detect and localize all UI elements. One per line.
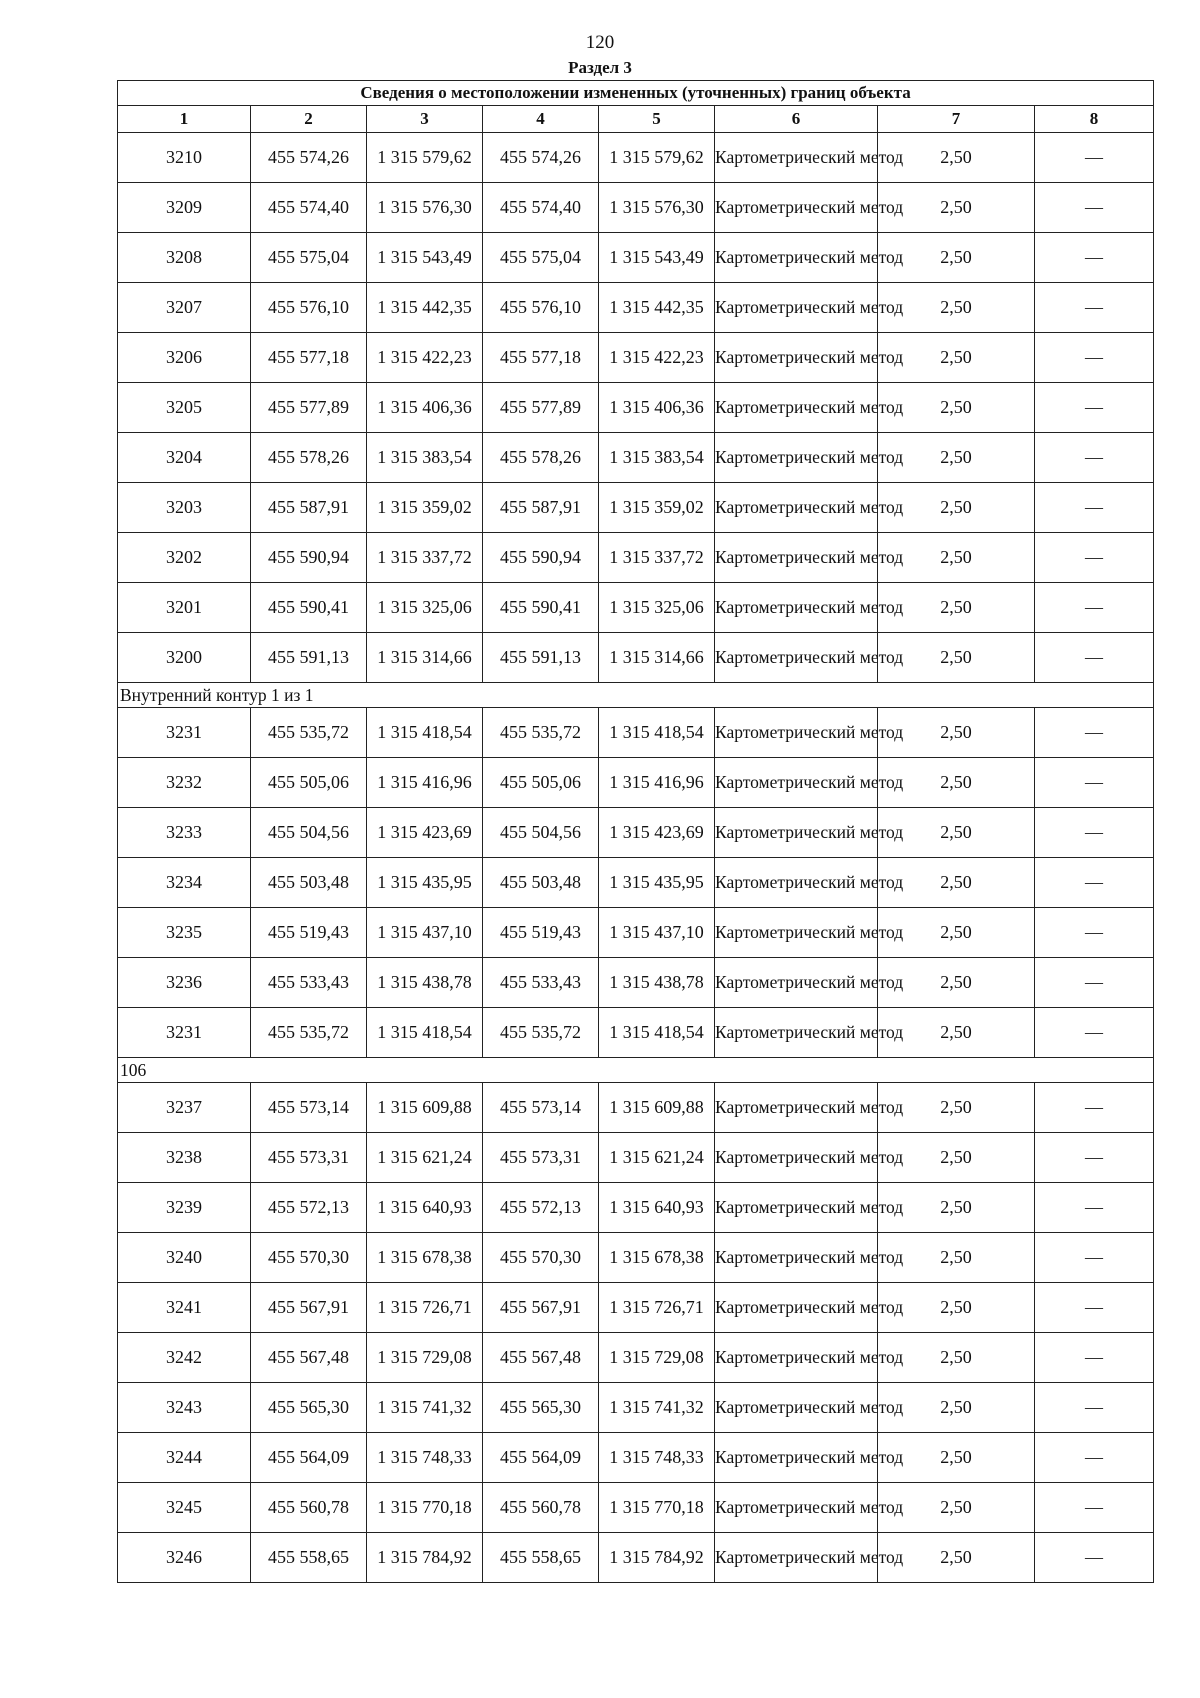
accuracy-cell: 2,50 (878, 383, 1035, 433)
method-cell: Картометрический метод (715, 1533, 878, 1583)
point-number: 3244 (118, 1433, 251, 1483)
method-cell: Картометрический метод (715, 533, 878, 583)
x-existing: 455 535,72 (251, 708, 367, 758)
point-number: 3204 (118, 433, 251, 483)
accuracy-cell: 2,50 (878, 1533, 1035, 1583)
table-row (118, 183, 1154, 233)
description-cell: — (1035, 1283, 1154, 1333)
point-number: 3238 (118, 1133, 251, 1183)
method-cell: Картометрический метод (715, 1483, 878, 1533)
x-existing: 455 591,13 (251, 633, 367, 683)
method-cell: Картометрический метод (715, 383, 878, 433)
method-cell: Картометрический метод (715, 958, 878, 1008)
y-existing: 1 315 729,08 (367, 1333, 483, 1383)
y-refined: 1 315 741,32 (599, 1383, 715, 1433)
method-cell: Картометрический метод (715, 858, 878, 908)
x-existing: 455 590,41 (251, 583, 367, 633)
y-existing: 1 315 418,54 (367, 708, 483, 758)
method-cell: Картометрический метод (715, 1133, 878, 1183)
point-number: 3208 (118, 233, 251, 283)
x-existing: 455 574,40 (251, 183, 367, 233)
x-existing: 455 535,72 (251, 1008, 367, 1058)
y-existing: 1 315 314,66 (367, 633, 483, 683)
y-existing: 1 315 543,49 (367, 233, 483, 283)
x-refined: 455 519,43 (483, 908, 599, 958)
x-refined: 455 564,09 (483, 1433, 599, 1483)
group-label: 106 (118, 1058, 1154, 1083)
y-existing: 1 315 383,54 (367, 433, 483, 483)
y-refined: 1 315 383,54 (599, 433, 715, 483)
table-row (118, 1133, 1154, 1183)
x-existing: 455 570,30 (251, 1233, 367, 1283)
x-refined: 455 575,04 (483, 233, 599, 283)
column-number: 1 (118, 106, 251, 133)
x-refined: 455 533,43 (483, 958, 599, 1008)
accuracy-cell: 2,50 (878, 1183, 1035, 1233)
x-refined: 455 535,72 (483, 708, 599, 758)
group-header-row (118, 1058, 1154, 1083)
x-existing: 455 574,26 (251, 133, 367, 183)
point-number: 3200 (118, 633, 251, 683)
y-existing: 1 315 579,62 (367, 133, 483, 183)
x-refined: 455 590,41 (483, 583, 599, 633)
y-refined: 1 315 678,38 (599, 1233, 715, 1283)
point-number: 3240 (118, 1233, 251, 1283)
y-refined: 1 315 748,33 (599, 1433, 715, 1483)
method-cell: Картометрический метод (715, 633, 878, 683)
point-number: 3232 (118, 758, 251, 808)
method-cell: Картометрический метод (715, 1433, 878, 1483)
method-cell: Картометрический метод (715, 1383, 878, 1433)
y-refined: 1 315 325,06 (599, 583, 715, 633)
point-number: 3231 (118, 708, 251, 758)
group-header-row (118, 683, 1154, 708)
point-number: 3235 (118, 908, 251, 958)
x-refined: 455 577,89 (483, 383, 599, 433)
accuracy-cell: 2,50 (878, 758, 1035, 808)
description-cell: — (1035, 1483, 1154, 1533)
y-refined: 1 315 437,10 (599, 908, 715, 958)
accuracy-cell: 2,50 (878, 908, 1035, 958)
table-row (118, 533, 1154, 583)
description-cell: — (1035, 858, 1154, 908)
accuracy-cell: 2,50 (878, 1133, 1035, 1183)
y-existing: 1 315 406,36 (367, 383, 483, 433)
table-row (118, 1183, 1154, 1233)
accuracy-cell: 2,50 (878, 1483, 1035, 1533)
point-number: 3246 (118, 1533, 251, 1583)
group-label: Внутренний контур 1 из 1 (118, 683, 1154, 708)
accuracy-cell: 2,50 (878, 183, 1035, 233)
x-refined: 455 572,13 (483, 1183, 599, 1233)
y-existing: 1 315 748,33 (367, 1433, 483, 1483)
table-row (118, 808, 1154, 858)
accuracy-cell: 2,50 (878, 1383, 1035, 1433)
table-row (118, 908, 1154, 958)
y-existing: 1 315 325,06 (367, 583, 483, 633)
table-row (118, 1083, 1154, 1133)
y-refined: 1 315 337,72 (599, 533, 715, 583)
table-row (118, 433, 1154, 483)
x-refined: 455 567,48 (483, 1333, 599, 1383)
description-cell: — (1035, 1183, 1154, 1233)
point-number: 3245 (118, 1483, 251, 1533)
column-number: 5 (599, 106, 715, 133)
description-cell: — (1035, 1083, 1154, 1133)
table-row (118, 1333, 1154, 1383)
page-number: 120 (585, 32, 615, 53)
y-refined: 1 315 422,23 (599, 333, 715, 383)
description-cell: — (1035, 1383, 1154, 1433)
table-row (118, 233, 1154, 283)
accuracy-cell: 2,50 (878, 1083, 1035, 1133)
y-existing: 1 315 576,30 (367, 183, 483, 233)
description-cell: — (1035, 1533, 1154, 1583)
method-cell: Картометрический метод (715, 1233, 878, 1283)
description-cell: — (1035, 958, 1154, 1008)
table-row (118, 1433, 1154, 1483)
table-row (118, 1233, 1154, 1283)
table-row (118, 283, 1154, 333)
point-number: 3201 (118, 583, 251, 633)
y-existing: 1 315 726,71 (367, 1283, 483, 1333)
table-row (118, 383, 1154, 433)
point-number: 3233 (118, 808, 251, 858)
accuracy-cell: 2,50 (878, 958, 1035, 1008)
description-cell: — (1035, 1433, 1154, 1483)
accuracy-cell: 2,50 (878, 283, 1035, 333)
y-existing: 1 315 621,24 (367, 1133, 483, 1183)
x-existing: 455 504,56 (251, 808, 367, 858)
accuracy-cell: 2,50 (878, 1008, 1035, 1058)
method-cell: Картометрический метод (715, 808, 878, 858)
x-existing: 455 573,14 (251, 1083, 367, 1133)
accuracy-cell: 2,50 (878, 433, 1035, 483)
y-refined: 1 315 770,18 (599, 1483, 715, 1533)
method-cell: Картометрический метод (715, 908, 878, 958)
point-number: 3203 (118, 483, 251, 533)
x-existing: 455 505,06 (251, 758, 367, 808)
y-refined: 1 315 423,69 (599, 808, 715, 858)
y-refined: 1 315 576,30 (599, 183, 715, 233)
y-existing: 1 315 435,95 (367, 858, 483, 908)
method-cell: Картометрический метод (715, 708, 878, 758)
description-cell: — (1035, 183, 1154, 233)
table-row (118, 1483, 1154, 1533)
table-row (118, 1008, 1154, 1058)
section-title: Раздел 3 (568, 58, 632, 77)
accuracy-cell: 2,50 (878, 583, 1035, 633)
description-cell: — (1035, 233, 1154, 283)
x-existing: 455 576,10 (251, 283, 367, 333)
accuracy-cell: 2,50 (878, 808, 1035, 858)
x-refined: 455 505,06 (483, 758, 599, 808)
accuracy-cell: 2,50 (878, 708, 1035, 758)
column-number: 4 (483, 106, 599, 133)
description-cell: — (1035, 133, 1154, 183)
x-refined: 455 590,94 (483, 533, 599, 583)
method-cell: Картометрический метод (715, 583, 878, 633)
y-existing: 1 315 337,72 (367, 533, 483, 583)
point-number: 3202 (118, 533, 251, 583)
point-number: 3207 (118, 283, 251, 333)
column-number: 2 (251, 106, 367, 133)
table-row (118, 858, 1154, 908)
description-cell: — (1035, 758, 1154, 808)
method-cell: Картометрический метод (715, 183, 878, 233)
x-existing: 455 558,65 (251, 1533, 367, 1583)
accuracy-cell: 2,50 (878, 1433, 1035, 1483)
table-row (118, 133, 1154, 183)
table-body (118, 133, 1154, 1583)
method-cell: Картометрический метод (715, 283, 878, 333)
y-refined: 1 315 418,54 (599, 1008, 715, 1058)
description-cell: — (1035, 1008, 1154, 1058)
x-existing: 455 578,26 (251, 433, 367, 483)
method-cell: Картометрический метод (715, 433, 878, 483)
method-cell: Картометрический метод (715, 233, 878, 283)
y-refined: 1 315 435,95 (599, 858, 715, 908)
description-cell: — (1035, 808, 1154, 858)
x-refined: 455 504,56 (483, 808, 599, 858)
point-number: 3237 (118, 1083, 251, 1133)
x-refined: 455 574,40 (483, 183, 599, 233)
point-number: 3209 (118, 183, 251, 233)
y-existing: 1 315 422,23 (367, 333, 483, 383)
x-existing: 455 565,30 (251, 1383, 367, 1433)
method-cell: Картометрический метод (715, 483, 878, 533)
y-existing: 1 315 437,10 (367, 908, 483, 958)
description-cell: — (1035, 483, 1154, 533)
method-cell: Картометрический метод (715, 333, 878, 383)
method-cell: Картометрический метод (715, 1183, 878, 1233)
method-cell: Картометрический метод (715, 1008, 878, 1058)
point-number: 3241 (118, 1283, 251, 1333)
accuracy-cell: 2,50 (878, 633, 1035, 683)
x-refined: 455 573,14 (483, 1083, 599, 1133)
description-cell: — (1035, 433, 1154, 483)
accuracy-cell: 2,50 (878, 858, 1035, 908)
x-existing: 455 519,43 (251, 908, 367, 958)
x-existing: 455 577,18 (251, 333, 367, 383)
x-refined: 455 577,18 (483, 333, 599, 383)
accuracy-cell: 2,50 (878, 333, 1035, 383)
y-existing: 1 315 418,54 (367, 1008, 483, 1058)
accuracy-cell: 2,50 (878, 483, 1035, 533)
y-existing: 1 315 784,92 (367, 1533, 483, 1583)
x-existing: 455 503,48 (251, 858, 367, 908)
x-existing: 455 560,78 (251, 1483, 367, 1533)
y-refined: 1 315 418,54 (599, 708, 715, 758)
description-cell: — (1035, 1233, 1154, 1283)
x-existing: 455 567,48 (251, 1333, 367, 1383)
y-refined: 1 315 359,02 (599, 483, 715, 533)
description-cell: — (1035, 1333, 1154, 1383)
x-existing: 455 587,91 (251, 483, 367, 533)
x-refined: 455 587,91 (483, 483, 599, 533)
table-row (118, 583, 1154, 633)
accuracy-cell: 2,50 (878, 1333, 1035, 1383)
accuracy-cell: 2,50 (878, 1233, 1035, 1283)
point-number: 3210 (118, 133, 251, 183)
x-existing: 455 572,13 (251, 1183, 367, 1233)
x-refined: 455 573,31 (483, 1133, 599, 1183)
description-cell: — (1035, 283, 1154, 333)
x-refined: 455 578,26 (483, 433, 599, 483)
table-caption-row (118, 81, 1154, 106)
x-refined: 455 503,48 (483, 858, 599, 908)
y-existing: 1 315 770,18 (367, 1483, 483, 1533)
method-cell: Картометрический метод (715, 1283, 878, 1333)
table-row (118, 333, 1154, 383)
table-row (118, 483, 1154, 533)
column-number: 3 (367, 106, 483, 133)
method-cell: Картометрический метод (715, 1333, 878, 1383)
column-number: 8 (1035, 106, 1154, 133)
point-number: 3236 (118, 958, 251, 1008)
x-existing: 455 590,94 (251, 533, 367, 583)
method-cell: Картометрический метод (715, 133, 878, 183)
x-refined: 455 576,10 (483, 283, 599, 333)
x-refined: 455 558,65 (483, 1533, 599, 1583)
y-refined: 1 315 438,78 (599, 958, 715, 1008)
y-refined: 1 315 729,08 (599, 1333, 715, 1383)
y-existing: 1 315 359,02 (367, 483, 483, 533)
y-refined: 1 315 543,49 (599, 233, 715, 283)
x-refined: 455 567,91 (483, 1283, 599, 1333)
description-cell: — (1035, 908, 1154, 958)
y-refined: 1 315 726,71 (599, 1283, 715, 1333)
x-refined: 455 565,30 (483, 1383, 599, 1433)
description-cell: — (1035, 708, 1154, 758)
x-existing: 455 567,91 (251, 1283, 367, 1333)
table-row (118, 958, 1154, 1008)
table-row (118, 708, 1154, 758)
table-caption: Сведения о местоположении измененных (уточненных) границ объекта (118, 81, 1154, 106)
y-refined: 1 315 314,66 (599, 633, 715, 683)
y-refined: 1 315 784,92 (599, 1533, 715, 1583)
y-existing: 1 315 741,32 (367, 1383, 483, 1433)
point-number: 3231 (118, 1008, 251, 1058)
y-refined: 1 315 442,35 (599, 283, 715, 333)
column-number-row (118, 106, 1154, 133)
y-existing: 1 315 416,96 (367, 758, 483, 808)
x-existing: 455 577,89 (251, 383, 367, 433)
description-cell: — (1035, 383, 1154, 433)
table-row (118, 758, 1154, 808)
x-refined: 455 591,13 (483, 633, 599, 683)
point-number: 3243 (118, 1383, 251, 1433)
y-refined: 1 315 579,62 (599, 133, 715, 183)
x-existing: 455 573,31 (251, 1133, 367, 1183)
point-number: 3205 (118, 383, 251, 433)
accuracy-cell: 2,50 (878, 1283, 1035, 1333)
method-cell: Картометрический метод (715, 1083, 878, 1133)
x-existing: 455 533,43 (251, 958, 367, 1008)
description-cell: — (1035, 533, 1154, 583)
table-row (118, 1533, 1154, 1583)
y-existing: 1 315 442,35 (367, 283, 483, 333)
coordinates-table (117, 80, 1154, 1583)
description-cell: — (1035, 633, 1154, 683)
x-refined: 455 570,30 (483, 1233, 599, 1283)
description-cell: — (1035, 333, 1154, 383)
description-cell: — (1035, 583, 1154, 633)
y-refined: 1 315 609,88 (599, 1083, 715, 1133)
y-refined: 1 315 640,93 (599, 1183, 715, 1233)
accuracy-cell: 2,50 (878, 233, 1035, 283)
y-existing: 1 315 609,88 (367, 1083, 483, 1133)
x-refined: 455 535,72 (483, 1008, 599, 1058)
x-refined: 455 560,78 (483, 1483, 599, 1533)
y-refined: 1 315 416,96 (599, 758, 715, 808)
accuracy-cell: 2,50 (878, 133, 1035, 183)
y-refined: 1 315 406,36 (599, 383, 715, 433)
x-existing: 455 575,04 (251, 233, 367, 283)
y-existing: 1 315 438,78 (367, 958, 483, 1008)
accuracy-cell: 2,50 (878, 533, 1035, 583)
point-number: 3234 (118, 858, 251, 908)
column-number: 6 (715, 106, 878, 133)
point-number: 3239 (118, 1183, 251, 1233)
y-existing: 1 315 423,69 (367, 808, 483, 858)
column-number: 7 (878, 106, 1035, 133)
y-existing: 1 315 640,93 (367, 1183, 483, 1233)
point-number: 3206 (118, 333, 251, 383)
table-row (118, 633, 1154, 683)
method-cell: Картометрический метод (715, 758, 878, 808)
y-existing: 1 315 678,38 (367, 1233, 483, 1283)
point-number: 3242 (118, 1333, 251, 1383)
description-cell: — (1035, 1133, 1154, 1183)
x-refined: 455 574,26 (483, 133, 599, 183)
table-row (118, 1283, 1154, 1333)
x-existing: 455 564,09 (251, 1433, 367, 1483)
y-refined: 1 315 621,24 (599, 1133, 715, 1183)
table-row (118, 1383, 1154, 1433)
